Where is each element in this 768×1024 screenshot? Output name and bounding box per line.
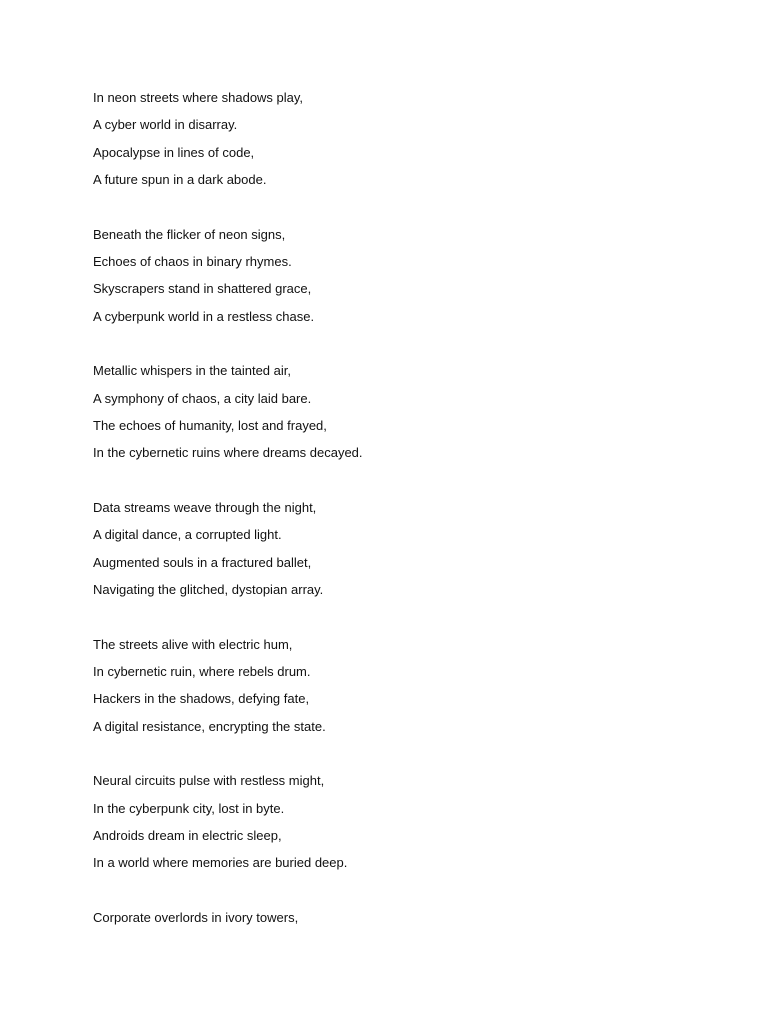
poem-line: In a world where memories are buried deep. <box>93 855 348 871</box>
stanza-6 <box>93 767 713 876</box>
poem-line: Augmented souls in a fractured ballet, <box>93 554 312 570</box>
stanza-7 <box>93 904 713 931</box>
poem-line: Metallic whispers in the tainted air, <box>93 363 291 379</box>
poem-line: A digital resistance, encrypting the state. <box>93 718 326 734</box>
poem-line: Skyscrapers stand in shattered grace, <box>93 281 312 297</box>
poem-line: Data streams weave through the night, <box>93 500 317 516</box>
poem-line: Androids dream in electric sleep, <box>93 828 282 844</box>
stanza-3 <box>93 357 713 466</box>
poem-line: Navigating the glitched, dystopian array. <box>93 581 324 597</box>
poem-line: In the cybernetic ruins where dreams decayed. <box>93 445 363 461</box>
stanza-2 <box>93 221 713 330</box>
poem-line: Corporate overlords in ivory towers, <box>93 910 299 926</box>
poem-line: Beneath the flicker of neon signs, <box>93 226 286 242</box>
poem-line: A future spun in a dark abode. <box>93 171 267 187</box>
poem-line: Hackers in the shadows, defying fate, <box>93 691 310 707</box>
poem-line: Echoes of chaos in binary rhymes. <box>93 253 292 269</box>
poem-line: A digital dance, a corrupted light. <box>93 527 282 543</box>
poem-line: A symphony of chaos, a city laid bare. <box>93 390 312 406</box>
poem-text <box>93 84 713 959</box>
poem-line: Apocalypse in lines of code, <box>93 144 255 160</box>
poem-line: In cybernetic ruin, where rebels drum. <box>93 664 311 680</box>
poem-line: The streets alive with electric hum, <box>93 636 293 652</box>
stanza-5 <box>93 631 713 740</box>
poem-line: A cyber world in disarray. <box>93 117 238 133</box>
poem-line: The echoes of humanity, lost and frayed, <box>93 417 327 433</box>
stanza-4 <box>93 494 713 603</box>
poem-line: Neural circuits pulse with restless might, <box>93 773 325 789</box>
stanza-1 <box>93 84 713 193</box>
poem-line: In the cyberpunk city, lost in byte. <box>93 800 285 816</box>
poem-line: In neon streets where shadows play, <box>93 90 304 105</box>
poem-line: A cyberpunk world in a restless chase. <box>93 308 315 324</box>
